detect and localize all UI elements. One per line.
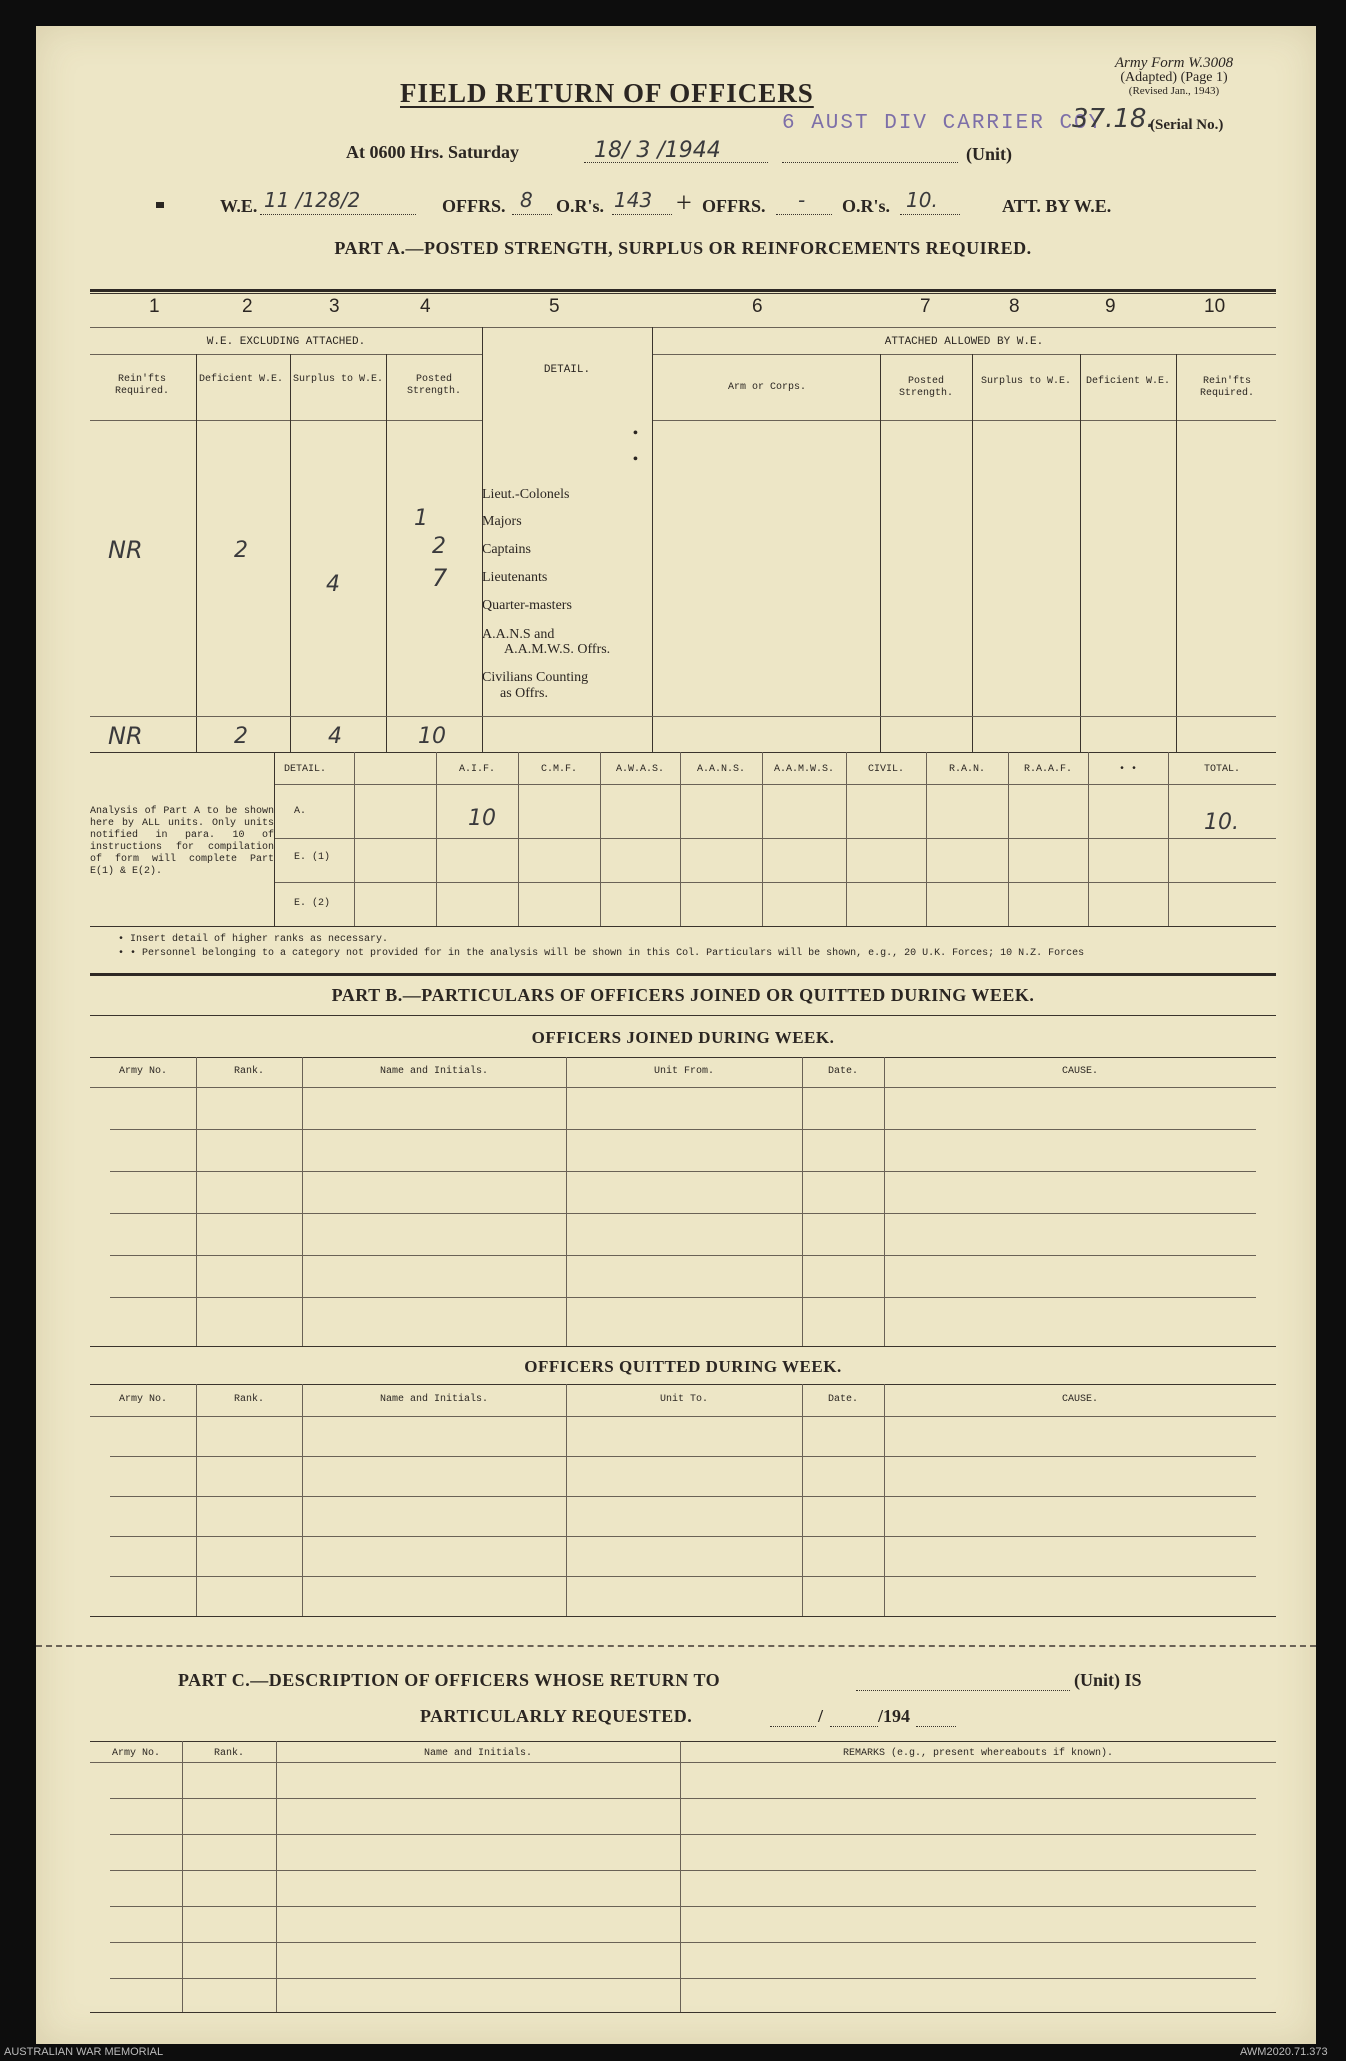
col-number-5: 5 <box>549 296 560 317</box>
rank-quarter-masters: Quarter-masters <box>482 598 572 613</box>
ors-hand: 143 <box>614 188 653 212</box>
lieutenants-posted-hand: 7 <box>432 564 448 592</box>
part-c-requested: PARTICULARLY REQUESTED. <box>420 1706 693 1726</box>
form-title: FIELD RETURN OF OFFICERS <box>400 78 814 108</box>
arm-corps-header: Arm or Corps. <box>727 382 806 393</box>
joined-army-no-header: Army No. <box>118 1066 167 1077</box>
analysis-aamws-header: A.A.M.W.S. <box>773 764 834 775</box>
analysis-row-e2: E. (2) <box>294 898 331 909</box>
analysis-cmf-header: C.M.F. <box>540 764 577 775</box>
offrs-label: OFFRS. <box>442 196 506 216</box>
quitted-rank-header: Rank. <box>233 1394 264 1405</box>
posted-att-header: Posted Strength. <box>898 376 953 399</box>
rank-civilians: Civilians Counting <box>482 670 589 685</box>
perforation-line <box>36 1645 1316 1647</box>
joined-date-header: Date. <box>827 1066 858 1077</box>
analysis-awas-header: A.W.A.S. <box>615 764 664 775</box>
part-c-army-no-header: Army No. <box>111 1748 160 1759</box>
posted-header: Posted Strength. <box>406 374 461 397</box>
unit-stamp: 6 AUST DIV CARRIER COY <box>782 112 1104 135</box>
rank-lieut-colonels: Lieut.-Colonels <box>482 487 570 502</box>
ors-label: O.R's. <box>556 196 605 216</box>
deficient-hand: 2 <box>234 538 248 563</box>
part-b-title: PART B.—PARTICULARS OF OFFICERS JOINED OR QUITTED DURING WEEK. <box>331 985 1035 1005</box>
col-number-2: 2 <box>242 296 253 317</box>
col-number-3: 3 <box>329 296 340 317</box>
analysis-row-e1: E. (1) <box>294 852 331 863</box>
analysis-civil-header: CIVIL. <box>867 764 904 775</box>
captains-posted-hand: 2 <box>432 534 446 559</box>
joined-cause-header: CAUSE. <box>1061 1066 1098 1077</box>
total-deficient-hand: 2 <box>234 724 248 749</box>
serial-label: (Serial No.) <box>1150 117 1224 133</box>
analysis-other-header: • • <box>1118 764 1137 775</box>
serial-number-hand: 37.18. <box>1072 104 1155 134</box>
att-by-we-label: ATT. BY W.E. <box>1002 196 1112 216</box>
form-revised: (Revised Jan., 1943) <box>1128 85 1220 97</box>
joined-unit-from-header: Unit From. <box>653 1066 714 1077</box>
col-number-4: 4 <box>420 296 431 317</box>
analysis-aans-header: A.A.N.S. <box>696 764 745 775</box>
col-number-7: 7 <box>920 296 931 317</box>
rank-aans: A.A.N.S and <box>482 627 555 642</box>
ors-att-hand: 10. <box>906 188 938 212</box>
quitted-cause-header: CAUSE. <box>1061 1394 1098 1405</box>
rank-aamws: A.A.M.W.S. Offrs. <box>504 642 611 657</box>
surplus-att-header: Surplus to W.E. <box>980 376 1071 387</box>
joined-title: OFFICERS JOINED DURING WEEK. <box>531 1028 835 1047</box>
lieut-surplus-hand: 4 <box>326 572 340 597</box>
quitted-name-header: Name and Initials. <box>379 1394 489 1405</box>
footnote-1: • Insert detail of higher ranks as necessary. <box>118 934 389 945</box>
col-number-8: 8 <box>1009 296 1020 317</box>
at-hours-label: At 0600 Hrs. Saturday <box>346 142 520 162</box>
part-c-name-header: Name and Initials. <box>423 1748 533 1759</box>
part-c-year: /194 <box>878 1706 911 1726</box>
rank-as-offrs: as Offrs. <box>500 686 548 701</box>
detail-header: DETAIL. <box>543 364 591 376</box>
analysis-total-header: TOTAL. <box>1203 764 1240 775</box>
archive-id: AWM2020.71.373 <box>1240 2046 1328 2058</box>
rank-majors: Majors <box>482 514 522 529</box>
analysis-aif-header: A.I.F. <box>458 764 495 775</box>
footnote-2: • • Personnel belonging to a category not provided for in the analysis will be shown in this Col. Particulars will be shown, e.g., 20 U.K. Forces; 10 N.Z. Forces <box>118 948 1085 959</box>
plus-sign: + <box>676 188 692 219</box>
attached-allowed-header: ATTACHED ALLOWED BY W.E. <box>884 336 1044 348</box>
part-c-unit-is: (Unit) IS <box>1074 1670 1142 1690</box>
analysis-ran-header: R.A.N. <box>948 764 985 775</box>
quitted-date-header: Date. <box>827 1394 858 1405</box>
form-adapted: (Adapted) (Page 1) <box>1120 70 1228 85</box>
reinf-nr-hand: NR <box>108 536 143 564</box>
part-c-rank-header: Rank. <box>213 1748 244 1759</box>
joined-name-header: Name and Initials. <box>379 1066 489 1077</box>
majors-posted-hand: 1 <box>414 506 428 531</box>
we-hand: 11 /128/2 <box>264 188 361 212</box>
total-posted-hand: 10 <box>418 724 446 749</box>
col-number-9: 9 <box>1105 296 1116 317</box>
quitted-title: OFFICERS QUITTED DURING WEEK. <box>524 1357 842 1376</box>
part-a-title: PART A.—POSTED STRENGTH, SURPLUS OR REINFORCEMENTS REQUIRED. <box>334 238 1032 258</box>
analysis-note: Analysis of Part A to be shown here by ALL units. Only units notified in para. 10 of instructions for compilation of form will complete Part E(1) & E(2). <box>90 806 274 877</box>
col-number-1: 1 <box>149 296 160 317</box>
deficient-header: Deficient W.E. <box>198 374 283 385</box>
rank-captains: Captains <box>482 542 531 557</box>
bullet-2: • <box>633 452 638 467</box>
reinf-header: Rein'fts Required. <box>114 374 169 397</box>
aif-total-hand: 10 <box>468 806 496 831</box>
offrs-hand: 8 <box>520 188 533 212</box>
we-excluding-header: W.E. EXCLUDING ATTACHED. <box>206 336 366 348</box>
col-number-10: 10 <box>1204 296 1226 317</box>
form-number: Army Form W.3008 <box>1114 55 1234 71</box>
analysis-detail-header: DETAIL. <box>284 764 327 775</box>
rank-lieutenants: Lieutenants <box>482 570 548 585</box>
part-c-title: PART C.—DESCRIPTION OF OFFICERS WHOSE RETURN TO <box>178 1670 721 1690</box>
deficient-att-header: Deficient W.E. <box>1085 376 1170 387</box>
col-number-6: 6 <box>752 296 763 317</box>
total-nr-hand: NR <box>108 722 143 750</box>
analysis-raaf-header: R.A.A.F. <box>1023 764 1072 775</box>
date-hand: 18/ 3 /1944 <box>594 138 721 163</box>
offrs-att-label: OFFRS. <box>702 196 766 216</box>
quitted-unit-to-header: Unit To. <box>659 1394 708 1405</box>
ors-att-label: O.R's. <box>842 196 891 216</box>
quitted-army-no-header: Army No. <box>118 1394 167 1405</box>
surplus-header: Surplus to W.E. <box>292 374 383 385</box>
analysis-row-a: A. <box>294 806 307 817</box>
total-surplus-hand: 4 <box>328 724 342 749</box>
joined-rank-header: Rank. <box>233 1066 264 1077</box>
part-c-remarks-header: REMARKS (e.g., present whereabouts if known). <box>842 1748 1114 1759</box>
unit-label: (Unit) <box>966 144 1012 164</box>
offrs-att-hand: - <box>798 188 806 212</box>
archive-credit: AUSTRALIAN WAR MEMORIAL <box>4 2046 164 2058</box>
bullet-1: • <box>633 426 638 441</box>
we-label: W.E. <box>220 196 258 216</box>
grand-total-hand: 10. <box>1204 810 1239 835</box>
reinf-att-header: Rein'fts Required. <box>1199 376 1254 399</box>
